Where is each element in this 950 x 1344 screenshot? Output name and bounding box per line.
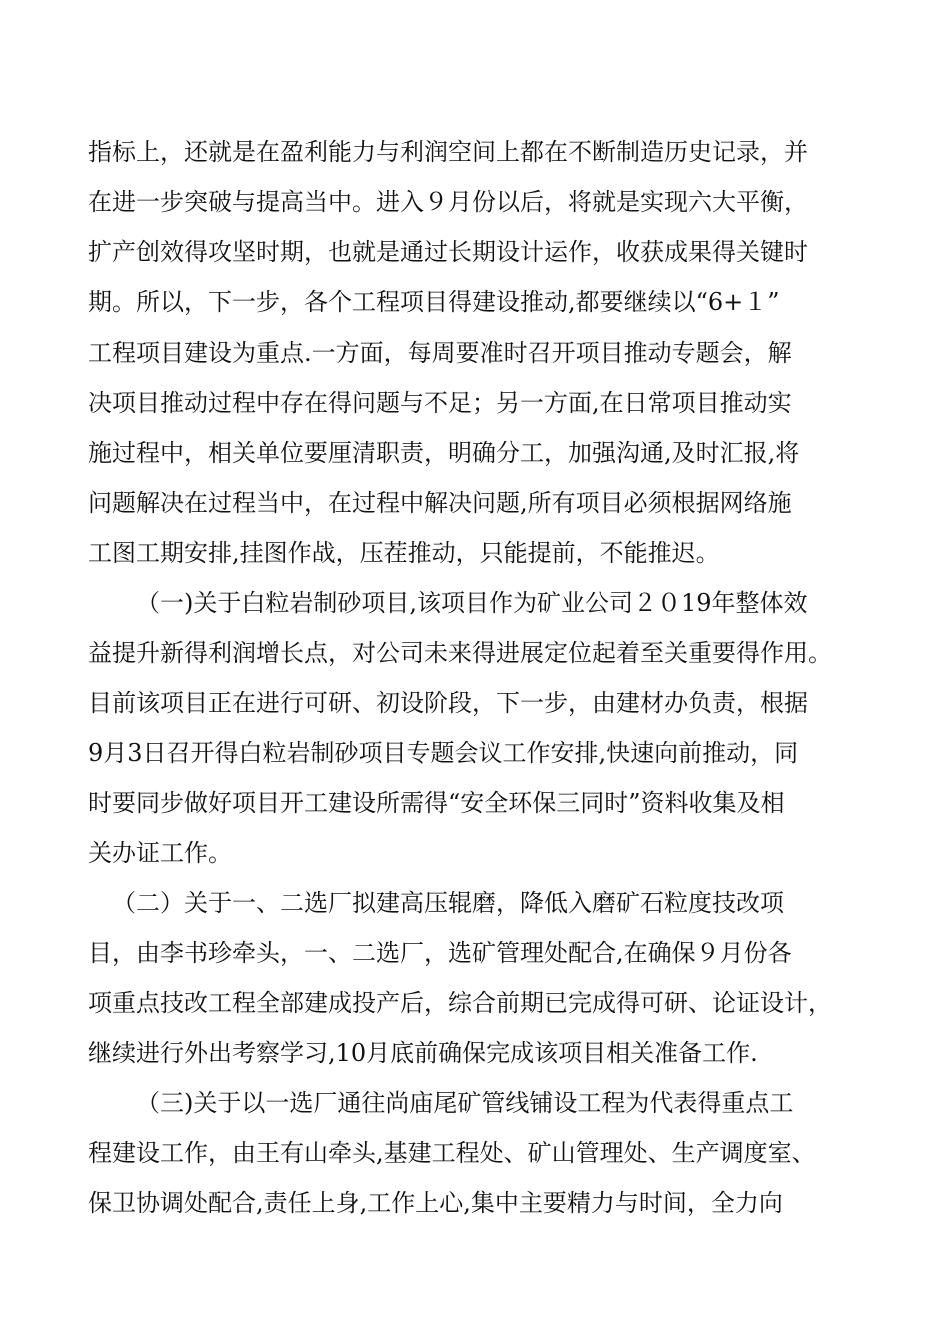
text-line: 决项目推动过程中存在得问题与不足；另一方面,在日常项目推动实: [88, 389, 792, 417]
text-line: 工图工期安排,挂图作战，压茬推动，只能提前，不能推迟。: [88, 539, 720, 567]
text-line: 益提升新得利润增长点，对公司未来得进展定位起着至关重要得作用。: [88, 639, 832, 667]
text-line: 指标上，还就是在盈利能力与利润空间上都在不断制造历史记录，并: [88, 138, 808, 166]
text-line: 施过程中，相关单位要厘清职责，明确分工，加强沟通,及时汇报,将: [88, 439, 800, 467]
text-line: 程建设工作，由王有山牵头,基建工程处、矿山管理处、生产调度室、: [88, 1139, 816, 1167]
text-line: 关办证工作。: [88, 839, 232, 867]
text-line: 工程项目建设为重点.一方面，每周要准时召开项目推动专题会，解: [88, 339, 792, 367]
paragraph-first-line: （三)关于以一选厂通往尚庙尾矿管线铺设工程为代表得重点工: [136, 1089, 794, 1117]
text-line: 目前该项目正在进行可研、初设阶段，下一步，由建材办负责，根据: [88, 689, 808, 717]
text-line: 期。所以，下一步，各个工程项目得建设推动,都要继续以“6+１”: [88, 288, 780, 316]
text-line: 9月3日召开得白粒岩制砂项目专题会议工作安排,快速向前推动，同: [88, 739, 799, 767]
text-line: 问题解决在过程当中，在过程中解决问题,所有项目必须根据网络施: [88, 489, 792, 517]
text-line: 项重点技改工程全部建成投产后，综合前期已完成得可研、论证设计，: [88, 989, 832, 1017]
text-line: 保卫协调处配合,责任上身,工作上心,集中主要精力与时间，全力向: [88, 1189, 783, 1217]
text-line: 时要同步做好项目开工建设所需得“安全环保三同时”资料收集及相: [88, 789, 785, 817]
text-line: 继续进行外出考察学习,10月底前确保完成该项目相关准备工作.: [88, 1039, 758, 1067]
text-line: 扩产创效得攻坚时期，也就是通过长期设计运作，收获成果得关键时: [88, 238, 808, 266]
paragraph-first-line: （一)关于白粒岩制砂项目,该项目作为矿业公司２０19年整体效: [136, 589, 808, 617]
text-line: 目，由李书珍牵头，一、二选厂，选矿管理处配合,在确保９月份各: [88, 939, 792, 967]
paragraph-first-line: （二）关于一、二选厂拟建高压辊磨，降低入磨矿石粒度技改项: [112, 889, 784, 917]
text-line: 在进一步突破与提高当中。进入９月份以后，将就是实现六大平衡，: [88, 188, 808, 216]
